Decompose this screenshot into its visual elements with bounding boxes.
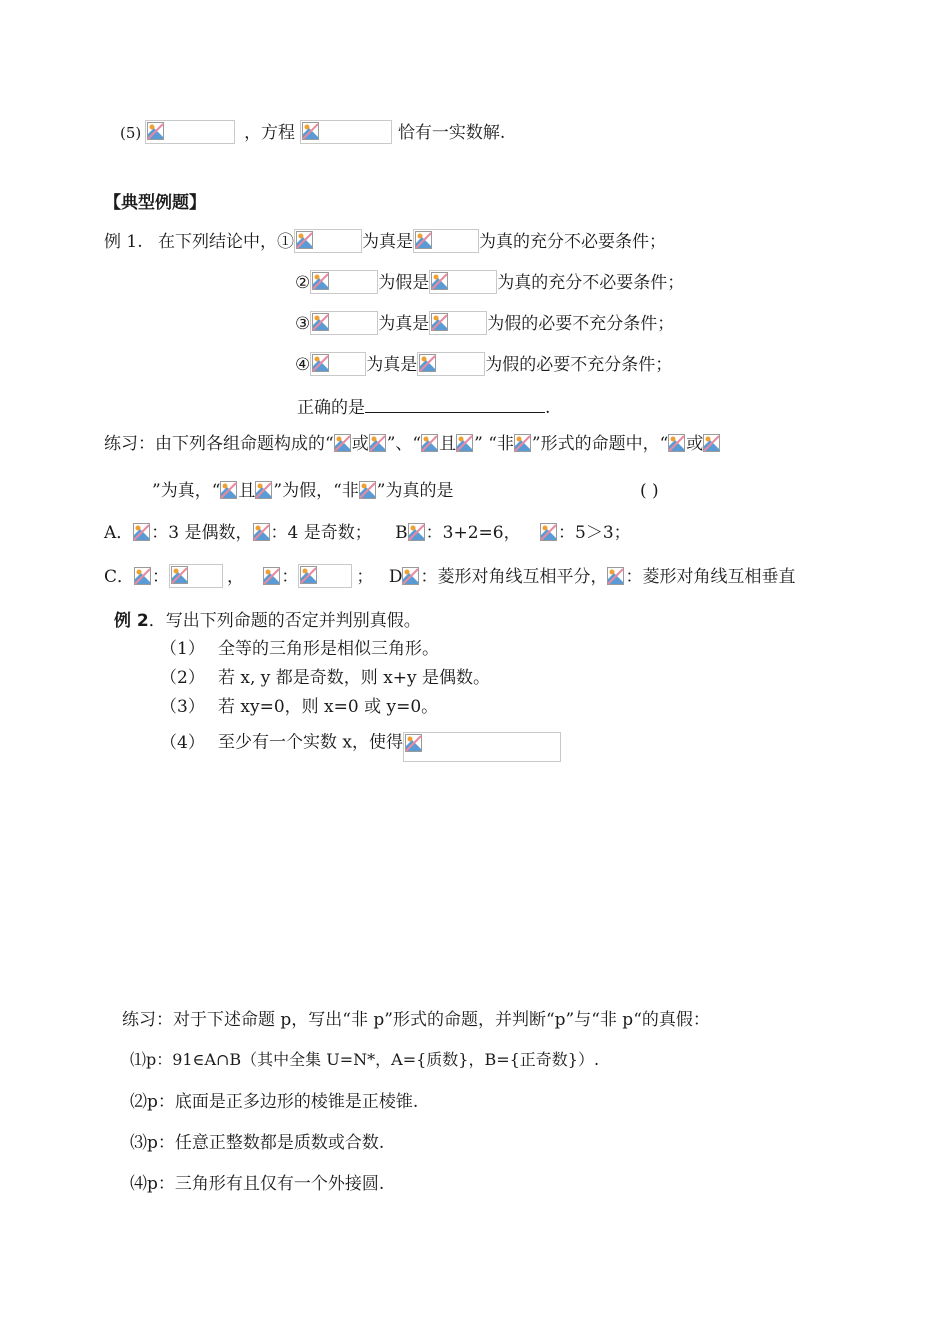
formula-image xyxy=(417,352,485,376)
ex1-row2-num: ② xyxy=(295,273,311,293)
option-d-p: ：菱形对角线互相平分， xyxy=(420,567,608,587)
practice1-options-cd xyxy=(104,564,795,590)
option-b-q: ：5＞3； xyxy=(558,523,631,543)
practice1-options-ab xyxy=(104,520,631,546)
ex2-item-num: （1） xyxy=(160,639,205,659)
formula-icon xyxy=(607,566,625,586)
ex1-row1-num: ① xyxy=(277,232,295,252)
formula-icon xyxy=(402,566,420,586)
formula-icon xyxy=(359,480,377,500)
practice2-item: ⑴p：91∈A∩B（其中全集 U=N*，A={质数}，B={正奇数}）. xyxy=(130,1050,600,1069)
formula-image xyxy=(413,229,479,253)
ex2-item xyxy=(160,694,438,720)
item5-tail: 恰有一实数解. xyxy=(397,123,506,143)
option-c-label: C． xyxy=(104,567,135,587)
item5-mid: ，方程 xyxy=(244,123,296,143)
ex1-row4-a: 为真是 xyxy=(366,355,418,375)
formula-icon xyxy=(263,566,281,586)
formula-image xyxy=(294,229,362,253)
ex1-label: 例 1. xyxy=(104,232,143,252)
ex2-label: 例 2 xyxy=(114,611,149,631)
option-c-colon: ： xyxy=(281,567,299,587)
practice1-line2 xyxy=(152,478,453,504)
practice1-text: 练习：由下列各组命题构成的“ xyxy=(104,434,334,454)
formula-image xyxy=(145,120,235,144)
ex2-item-text: 若 x, y 都是奇数，则 x+y 是偶数。 xyxy=(218,668,491,688)
ex2-item-text: 至少有一个实数 x，使得 xyxy=(218,732,403,753)
formula-image xyxy=(169,564,223,588)
ex1-row3-num: ③ xyxy=(295,314,311,334)
or-word: 或 xyxy=(351,434,369,454)
option-c-comma: ， xyxy=(227,567,245,587)
practice2-item: ⑵p：底面是正多边形的棱锥是正棱锥. xyxy=(130,1092,419,1112)
formula-image xyxy=(310,311,378,335)
ex2-item xyxy=(160,636,439,662)
ex2-title-line xyxy=(114,608,421,634)
ex1-row4 xyxy=(295,352,672,378)
ex1-row2 xyxy=(295,270,684,296)
formula-icon xyxy=(334,433,352,453)
option-b-label: B xyxy=(395,523,408,543)
section-heading: 【典型例题】 xyxy=(104,193,206,213)
ex1-row1-b: 为真的充分不必要条件； xyxy=(479,232,667,252)
option-a-p: ：3 是偶数， xyxy=(151,523,253,543)
ex2-title: ．写出下列命题的否定并判别真假。 xyxy=(148,611,421,631)
formula-image xyxy=(429,311,487,335)
ex1-row2-a: 为假是 xyxy=(378,273,430,293)
answer-blank[interactable] xyxy=(365,394,545,413)
formula-icon xyxy=(703,433,721,453)
and-word: 且 xyxy=(439,434,457,454)
option-a-label: A． xyxy=(104,523,134,543)
ex1-row4-b: 为假的必要不充分条件； xyxy=(485,355,673,375)
ex1-row3 xyxy=(295,311,674,337)
ex2-item-num: （3） xyxy=(160,697,205,717)
or-word: 或 xyxy=(686,434,704,454)
formula-icon xyxy=(456,433,474,453)
ex1-row1-a: 为真是 xyxy=(362,232,414,252)
option-c-colon: ： xyxy=(152,567,170,587)
formula-icon xyxy=(134,566,152,586)
formula-image xyxy=(298,564,352,588)
practice1-text: ”、“ xyxy=(386,434,422,454)
practice1-text: ” “非 xyxy=(474,434,514,454)
ex1-row2-b: 为真的充分不必要条件； xyxy=(497,273,685,293)
option-c-semi: ； xyxy=(356,567,374,587)
ex1-row3-b: 为假的必要不充分条件； xyxy=(487,314,675,334)
ex1-answer-line xyxy=(297,394,550,421)
practice2-item: ⑶p：任意正整数都是质数或合数. xyxy=(130,1133,385,1153)
option-d-label: D xyxy=(388,567,403,587)
formula-icon xyxy=(369,433,387,453)
item5-line xyxy=(120,120,505,146)
formula-icon xyxy=(540,522,558,542)
formula-icon xyxy=(421,433,439,453)
formula-icon xyxy=(668,433,686,453)
formula-icon xyxy=(408,522,426,542)
item5-marker: (5) xyxy=(120,124,142,142)
practice1-text: ”为假，“非 xyxy=(273,481,359,501)
ex2-item xyxy=(160,665,490,691)
ex1-intro: 在下列结论中， xyxy=(158,232,278,252)
answer-parentheses: ( ) xyxy=(640,481,659,501)
formula-image xyxy=(429,270,497,294)
formula-image xyxy=(310,352,366,376)
ex1-row4-num: ④ xyxy=(295,355,311,375)
option-b-p: ：3+2=6， xyxy=(425,523,521,543)
formula-icon xyxy=(255,480,273,500)
ex1-row3-a: 为真是 xyxy=(378,314,430,334)
ex1-answer-end: . xyxy=(545,398,551,418)
ex1-answer-label: 正确的是 xyxy=(297,398,365,418)
formula-image xyxy=(403,732,561,762)
option-a-q: ：4 是奇数； xyxy=(270,523,372,543)
formula-icon xyxy=(133,522,151,542)
and-word: 且 xyxy=(238,481,256,501)
formula-icon xyxy=(514,433,532,453)
practice2-intro: 练习：对于下述命题 p，写出“非 p”形式的命题，并判断“p”与“非 p“的真假： xyxy=(122,1010,710,1030)
practice1-text: ”为真的是 xyxy=(376,481,454,501)
ex1-intro-line xyxy=(104,229,666,255)
ex2-item-num: （4） xyxy=(160,732,205,753)
formula-image xyxy=(300,120,392,144)
ex2-item-text: 全等的三角形是相似三角形。 xyxy=(218,639,439,659)
formula-icon xyxy=(220,480,238,500)
ex2-item-num: （2） xyxy=(160,668,205,688)
practice1-line1 xyxy=(104,431,721,457)
option-d-q: ：菱形对角线互相垂直 xyxy=(625,567,796,587)
practice1-text: ”形式的命题中，“ xyxy=(531,434,669,454)
practice2-item: ⑷p：三角形有且仅有一个外接圆. xyxy=(130,1174,385,1194)
ex2-item xyxy=(160,724,561,762)
practice1-text: ”为真，“ xyxy=(152,481,221,501)
formula-image xyxy=(310,270,378,294)
ex2-item-text: 若 xy=0，则 x=0 或 y=0。 xyxy=(218,697,439,717)
formula-icon xyxy=(253,522,271,542)
